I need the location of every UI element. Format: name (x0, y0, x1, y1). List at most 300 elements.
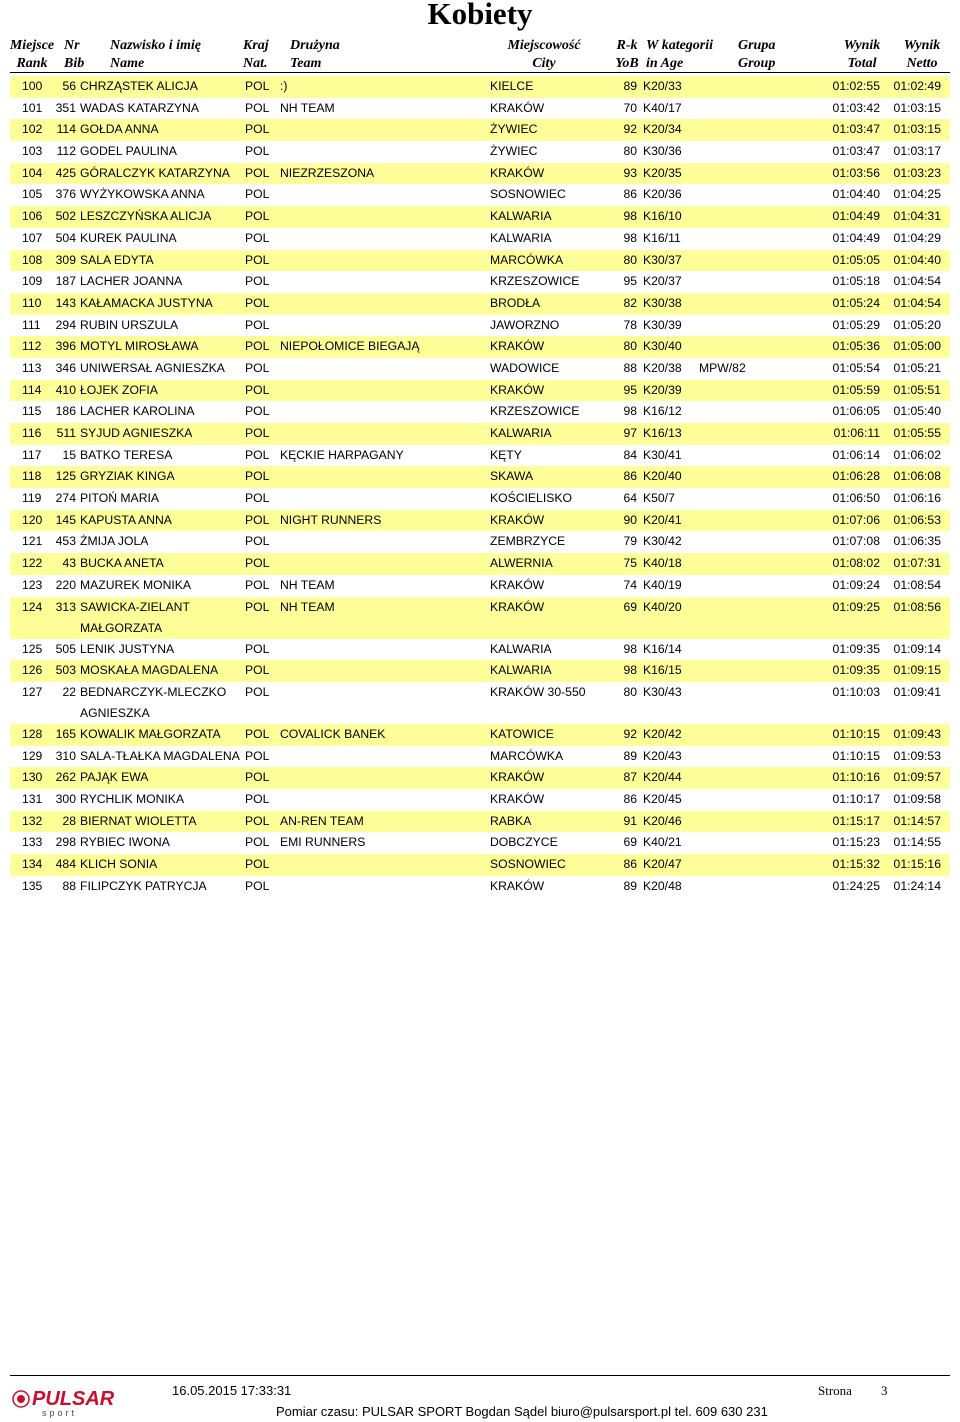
yob-cell: 86 (623, 187, 637, 202)
footer-page-label: Strona (818, 1383, 852, 1398)
bib-cell: 346 (55, 360, 76, 375)
rank-cell: 120 (22, 512, 43, 527)
rank-cell: 102 (22, 122, 43, 137)
rank-cell: 113 (22, 360, 42, 375)
category-cell: K20/37 (643, 274, 682, 289)
yob-cell: 91 (623, 813, 637, 828)
nat-cell: POL (245, 857, 270, 871)
rank-cell: 132 (22, 813, 43, 828)
net-time-cell: 01:09:57 (893, 770, 941, 785)
net-time-cell: 01:06:02 (893, 447, 941, 462)
yob-cell: 78 (623, 317, 637, 332)
category-cell: K30/36 (643, 144, 682, 159)
category-cell: K20/40 (643, 469, 682, 484)
yob-cell: 74 (623, 577, 637, 592)
total-time-cell: 01:06:28 (832, 469, 880, 484)
team-cell: NH TEAM (280, 599, 335, 614)
net-time-cell: 01:06:08 (893, 469, 941, 484)
nat-cell: POL (245, 360, 270, 375)
bib-cell: 88 (62, 878, 76, 893)
rank-cell: 116 (22, 426, 42, 440)
table-row (10, 724, 950, 746)
nat-cell: POL (245, 577, 270, 592)
net-time-cell: 01:05:00 (893, 339, 941, 354)
nat-cell: POL (245, 187, 270, 202)
group-cell: MPW/82 (699, 360, 746, 375)
total-time-cell: 01:09:35 (832, 641, 880, 656)
total-time-cell: 01:09:24 (832, 577, 880, 592)
bib-cell: 453 (55, 534, 76, 549)
city-cell: KOŚCIELISKO (490, 491, 572, 506)
nat-cell: POL (245, 663, 270, 678)
bib-cell: 396 (55, 339, 76, 354)
rank-cell: 115 (22, 404, 42, 419)
yob-cell: 69 (623, 835, 637, 850)
yob-cell: 98 (623, 404, 637, 419)
bib-cell: 220 (55, 577, 76, 592)
yob-cell: 95 (623, 274, 637, 289)
category-cell: K50/7 (643, 491, 675, 506)
rank-cell: 104 (22, 165, 43, 180)
nat-cell: POL (245, 813, 270, 828)
city-cell: KATOWICE (490, 726, 554, 741)
net-time-cell: 01:06:53 (893, 512, 941, 527)
team-cell: COVALICK BANEK (280, 726, 386, 741)
name-cell: MOSKAŁA MAGDALENA (80, 663, 219, 678)
page-title: Kobiety (427, 0, 533, 31)
category-cell: K40/19 (643, 577, 682, 592)
city-cell: RABKA (490, 813, 532, 828)
name-cell: FILIPCZYK PATRYCJA (80, 878, 207, 893)
header-city: Miejscowość City (507, 38, 581, 71)
name-cell: KAŁAMACKA JUSTYNA (80, 295, 213, 310)
net-time-cell: 01:03:17 (893, 144, 941, 159)
city-cell: SOSNOWIEC (490, 857, 566, 871)
yob-cell: 82 (623, 295, 637, 310)
category-cell: K20/45 (643, 791, 682, 806)
table-row (10, 76, 950, 98)
rank-cell: 133 (22, 835, 43, 850)
header-name: Nazwisko i imię Name (110, 38, 202, 71)
table-row (10, 597, 950, 639)
yob-cell: 79 (623, 534, 637, 549)
yob-cell: 97 (623, 426, 637, 440)
city-cell: MARCÓWKA (490, 748, 564, 763)
name-cell: KLICH SONIA (80, 857, 158, 871)
bib-cell: 313 (55, 599, 76, 614)
total-time-cell: 01:06:05 (832, 404, 880, 419)
table-row (10, 811, 950, 833)
nat-cell: POL (245, 878, 270, 893)
rank-cell: 107 (22, 230, 43, 245)
total-time-cell: 01:04:40 (832, 187, 880, 202)
nat-cell: POL (245, 339, 270, 354)
name-cell: BIERNAT WIOLETTA (80, 813, 197, 828)
net-time-cell: 01:08:54 (893, 577, 941, 592)
yob-cell: 88 (623, 360, 637, 375)
table-row (10, 789, 950, 811)
total-time-cell: 01:05:29 (832, 317, 880, 332)
city-cell: KRAKÓW (490, 599, 545, 614)
name-cell: KAPUSTA ANNA (80, 512, 172, 527)
yob-cell: 89 (623, 878, 637, 893)
net-time-cell: 01:24:14 (893, 878, 941, 893)
rank-cell: 121 (22, 534, 43, 549)
table-row (10, 510, 950, 532)
bib-cell: 502 (55, 209, 76, 224)
name-cell: RUBIN URSZULA (80, 317, 179, 332)
nat-cell: POL (245, 165, 270, 180)
bib-cell: 28 (62, 813, 76, 828)
city-cell: SKAWA (490, 469, 534, 484)
rank-cell: 114 (22, 382, 42, 397)
name-cell: PITOŃ MARIA (80, 491, 160, 506)
team-cell: NH TEAM (280, 577, 335, 592)
net-time-cell: 01:08:56 (893, 599, 941, 614)
name-cell: KOWALIK MAŁGORZATA (80, 726, 221, 741)
nat-cell: POL (245, 144, 270, 159)
city-cell: KRZESZOWICE (490, 274, 580, 289)
name-cell: WYŻYKOWSKA ANNA (80, 187, 205, 202)
logo-subtext: sport (42, 1408, 78, 1418)
table-row (10, 401, 950, 423)
net-time-cell: 01:15:16 (893, 857, 941, 871)
city-cell: KRAKÓW (490, 339, 545, 354)
category-cell: K16/14 (643, 641, 682, 656)
total-time-cell: 01:04:49 (832, 209, 880, 224)
header-yob: R-k YoB (615, 38, 639, 71)
name-cell: LESZCZYŃSKA ALICJA (80, 209, 212, 224)
city-cell: KRAKÓW (490, 512, 545, 527)
net-time-cell: 01:14:57 (893, 813, 941, 828)
table-row (10, 163, 950, 185)
bib-cell: 143 (55, 295, 76, 310)
total-time-cell: 01:05:05 (832, 252, 880, 267)
table-row (10, 293, 950, 315)
net-time-cell: 01:04:29 (893, 230, 941, 245)
category-cell: K40/21 (643, 835, 682, 850)
header-total: Wynik Total (843, 38, 881, 71)
team-cell: AN-REN TEAM (280, 813, 364, 828)
category-cell: K40/17 (643, 100, 682, 115)
header-netto: Wynik Netto (903, 38, 941, 71)
category-cell: K20/47 (643, 857, 682, 871)
nat-cell: POL (245, 426, 270, 440)
total-time-cell: 01:06:14 (832, 447, 880, 462)
category-cell: K20/35 (643, 165, 682, 180)
nat-cell: POL (245, 726, 270, 741)
bib-cell: 262 (55, 770, 76, 785)
footer-rule (10, 1375, 950, 1376)
table-row (10, 315, 950, 337)
rank-cell: 131 (22, 791, 43, 806)
net-time-cell: 01:06:16 (893, 491, 941, 506)
team-cell: EMI RUNNERS (280, 835, 366, 850)
bib-cell: 43 (62, 556, 76, 571)
footer-page-number: 3 (881, 1383, 888, 1398)
city-cell: KALWARIA (490, 230, 552, 245)
nat-cell: POL (245, 791, 270, 806)
bib-cell: 114 (56, 122, 76, 137)
total-time-cell: 01:10:15 (832, 726, 880, 741)
table-row (10, 119, 950, 141)
table-row (10, 660, 950, 682)
nat-cell: POL (245, 770, 270, 785)
city-cell: KRAKÓW (490, 791, 545, 806)
category-cell: K20/41 (643, 512, 682, 527)
total-time-cell: 01:15:17 (832, 813, 880, 828)
name-cell: GODEL PAULINA (80, 144, 177, 159)
city-cell: KRAKÓW (490, 770, 545, 785)
name-cell: GOŁDA ANNA (80, 122, 159, 137)
name-cell: MOTYL MIROSŁAWA (80, 339, 199, 354)
name-cell: SAWICKA-ZIELANT MAŁGORZATA (80, 599, 190, 635)
net-time-cell: 01:03:15 (893, 122, 941, 137)
bib-cell: 298 (55, 835, 76, 850)
total-time-cell: 01:10:03 (832, 684, 880, 699)
category-cell: K40/20 (643, 599, 682, 614)
name-cell: RYCHLIK MONIKA (80, 791, 185, 806)
header-rank: Miejsce Rank (9, 38, 55, 71)
table-row (10, 767, 950, 789)
table-row (10, 445, 950, 467)
city-cell: KRAKÓW 30-550 (490, 684, 586, 699)
nat-cell: POL (245, 230, 270, 245)
total-time-cell: 01:08:02 (832, 556, 880, 571)
bib-cell: 274 (55, 491, 76, 506)
table-row (10, 98, 950, 120)
total-time-cell: 01:15:23 (832, 835, 880, 850)
net-time-cell: 01:09:43 (893, 726, 941, 741)
name-cell: ŻMIJA JOLA (80, 534, 149, 549)
net-time-cell: 01:06:35 (893, 534, 941, 549)
total-time-cell: 01:06:50 (832, 491, 880, 506)
name-cell: WADAS KATARZYNA (80, 100, 199, 115)
net-time-cell: 01:09:53 (893, 748, 941, 763)
header-cat: W kategorii in Age (646, 38, 714, 71)
table-row (10, 271, 950, 293)
rank-cell: 134 (22, 857, 43, 871)
rank-cell: 100 (22, 79, 43, 93)
table-row (10, 854, 950, 876)
logo-text: PULSAR (32, 1388, 115, 1410)
header-grp: Grupa Group (738, 38, 776, 71)
team-cell: KĘCKIE HARPAGANY (280, 447, 404, 462)
header-nat: Kraj Nat. (243, 38, 269, 71)
table-row (10, 423, 950, 445)
total-time-cell: 01:10:16 (832, 770, 880, 785)
yob-cell: 86 (623, 857, 637, 871)
nat-cell: POL (245, 641, 270, 656)
rank-cell: 101 (22, 100, 43, 115)
table-row (10, 575, 950, 597)
city-cell: KALWARIA (490, 641, 552, 656)
rank-cell: 112 (22, 339, 42, 354)
category-cell: K30/42 (643, 534, 682, 549)
yob-cell: 86 (623, 469, 637, 484)
nat-cell: POL (245, 382, 270, 397)
nat-cell: POL (245, 274, 270, 289)
category-cell: K20/33 (643, 79, 682, 93)
table-row (10, 336, 950, 358)
net-time-cell: 01:05:21 (893, 360, 941, 375)
yob-cell: 84 (623, 447, 637, 462)
city-cell: KRAKÓW (490, 165, 545, 180)
city-cell: KRAKÓW (490, 382, 545, 397)
bib-cell: 56 (62, 79, 76, 93)
rank-cell: 129 (22, 748, 43, 763)
nat-cell: POL (245, 122, 270, 137)
category-cell: K16/13 (643, 426, 682, 440)
name-cell: BUCKA ANETA (80, 556, 164, 571)
nat-cell: POL (245, 252, 270, 267)
bib-cell: 165 (55, 726, 76, 741)
name-cell: MAZUREK MONIKA (80, 577, 192, 592)
bib-cell: 484 (55, 857, 76, 871)
rank-cell: 106 (22, 209, 43, 224)
table-row (10, 206, 950, 228)
city-cell: KRAKÓW (490, 100, 545, 115)
nat-cell: POL (245, 404, 270, 419)
rank-cell: 127 (22, 684, 43, 699)
team-cell: NIGHT RUNNERS (280, 512, 382, 527)
header-rule (10, 72, 950, 73)
city-cell: ALWERNIA (490, 556, 553, 571)
bib-cell: 376 (55, 187, 76, 202)
category-cell: K30/43 (643, 684, 682, 699)
rank-cell: 124 (22, 599, 43, 614)
table-row (10, 228, 950, 250)
name-cell: GÓRALCZYK KATARZYNA (80, 165, 230, 180)
bib-cell: 187 (55, 274, 76, 289)
net-time-cell: 01:04:54 (893, 295, 941, 310)
yob-cell: 70 (623, 100, 637, 115)
net-time-cell: 01:14:55 (893, 835, 941, 850)
total-time-cell: 01:05:24 (832, 295, 880, 310)
nat-cell: POL (245, 835, 270, 850)
category-cell: K16/15 (643, 663, 682, 678)
category-cell: K16/12 (643, 404, 682, 419)
category-cell: K20/34 (643, 122, 682, 137)
total-time-cell: 01:07:08 (832, 534, 880, 549)
table-row (10, 832, 950, 854)
bib-cell: 511 (56, 426, 76, 440)
net-time-cell: 01:03:15 (893, 100, 941, 115)
name-cell: KUREK PAULINA (80, 230, 177, 245)
nat-cell: POL (245, 684, 270, 699)
bib-cell: 186 (55, 404, 76, 419)
yob-cell: 98 (623, 230, 637, 245)
name-cell: UNIWERSAŁ AGNIESZKA (80, 360, 225, 375)
yob-cell: 80 (623, 339, 637, 354)
nat-cell: POL (245, 100, 270, 115)
category-cell: K30/39 (643, 317, 682, 332)
rank-cell: 105 (22, 187, 43, 202)
net-time-cell: 01:04:40 (893, 252, 941, 267)
team-cell: NH TEAM (280, 100, 335, 115)
category-cell: K20/46 (643, 813, 682, 828)
nat-cell: POL (245, 295, 270, 310)
header-bib: Nr Bib (64, 38, 85, 71)
city-cell: KALWARIA (490, 663, 552, 678)
total-time-cell: 01:05:18 (832, 274, 880, 289)
table-row (10, 531, 950, 553)
rank-cell: 109 (22, 274, 43, 289)
total-time-cell: 01:06:11 (833, 426, 880, 440)
team-cell: NIEPOŁOMICE BIEGAJĄ (280, 339, 420, 354)
nat-cell: POL (245, 447, 270, 462)
name-cell: LACHER JOANNA (80, 274, 183, 289)
bib-cell: 310 (55, 748, 76, 763)
header-team: Drużyna Team (290, 38, 340, 71)
category-cell: K20/43 (643, 748, 682, 763)
total-time-cell: 01:05:59 (832, 382, 880, 397)
yob-cell: 98 (623, 663, 637, 678)
table-row (10, 141, 950, 163)
category-cell: K20/36 (643, 187, 682, 202)
net-time-cell: 01:02:49 (893, 79, 941, 93)
rank-cell: 118 (22, 469, 42, 484)
total-time-cell: 01:10:17 (832, 791, 880, 806)
net-time-cell: 01:09:15 (893, 663, 941, 678)
category-cell: K40/18 (643, 556, 682, 571)
yob-cell: 64 (623, 491, 637, 506)
yob-cell: 92 (623, 122, 637, 137)
category-cell: K16/10 (643, 209, 682, 224)
total-time-cell: 01:09:25 (832, 599, 880, 614)
nat-cell: POL (245, 512, 270, 527)
city-cell: KRZESZOWICE (490, 404, 580, 419)
city-cell: BRODŁA (490, 295, 541, 310)
category-cell: K30/37 (643, 252, 682, 267)
nat-cell: POL (245, 748, 270, 763)
rank-cell: 117 (22, 447, 42, 462)
name-cell: PAJĄK EWA (80, 770, 149, 785)
bib-cell: 125 (55, 469, 76, 484)
name-cell: LENIK JUSTYNA (80, 641, 175, 656)
yob-cell: 92 (623, 726, 637, 741)
rank-cell: 125 (22, 641, 43, 656)
bib-cell: 309 (55, 252, 76, 267)
total-time-cell: 01:03:47 (832, 144, 880, 159)
yob-cell: 93 (623, 165, 637, 180)
rank-cell: 119 (22, 491, 42, 506)
table-row (10, 876, 950, 898)
net-time-cell: 01:04:54 (893, 274, 941, 289)
city-cell: KALWARIA (490, 426, 552, 440)
rank-cell: 130 (22, 770, 43, 785)
category-cell: K20/44 (643, 770, 682, 785)
total-time-cell: 01:15:32 (832, 857, 880, 871)
city-cell: KĘTY (490, 447, 522, 462)
bib-cell: 112 (56, 144, 76, 159)
city-cell: ZEMBRZYCE (490, 534, 566, 549)
city-cell: ŻYWIEC (490, 122, 538, 137)
bib-cell: 145 (55, 512, 76, 527)
name-cell: GRYZIAK KINGA (80, 469, 175, 484)
rank-cell: 110 (22, 295, 42, 310)
bib-cell: 15 (62, 447, 76, 462)
net-time-cell: 01:03:23 (893, 165, 941, 180)
yob-cell: 98 (623, 641, 637, 656)
bib-cell: 505 (55, 641, 76, 656)
category-cell: K16/11 (643, 230, 681, 245)
nat-cell: POL (245, 491, 270, 506)
bib-cell: 351 (55, 100, 76, 115)
net-time-cell: 01:05:51 (893, 382, 941, 397)
total-time-cell: 01:05:36 (832, 339, 880, 354)
name-cell: RYBIEC IWONA (80, 835, 170, 850)
